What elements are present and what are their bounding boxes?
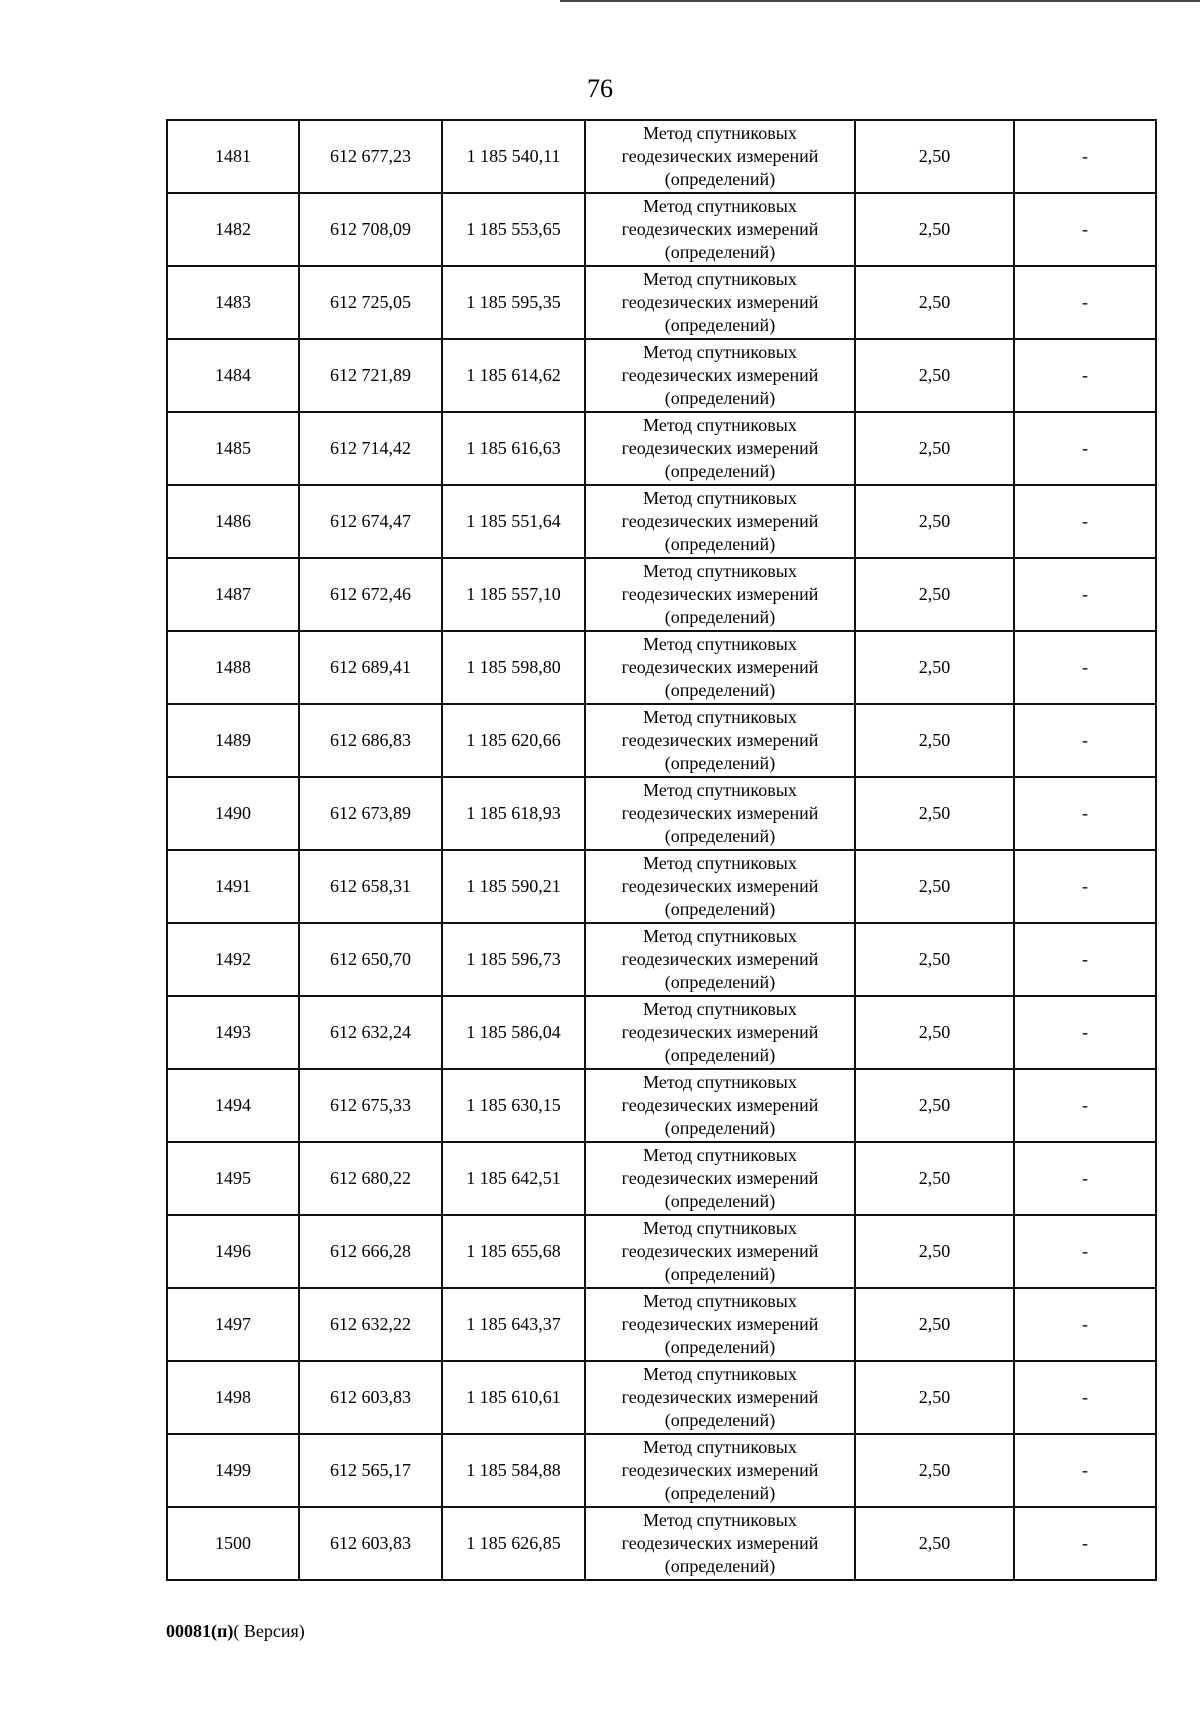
- x-coordinate-cell: 612 686,83: [299, 704, 442, 777]
- method-cell: Метод спутниковых геодезических измерений (определений): [585, 485, 855, 558]
- point-number-cell: 1489: [167, 704, 299, 777]
- table-row: [167, 1288, 1156, 1361]
- note-cell: -: [1014, 777, 1156, 850]
- note-cell: -: [1014, 1142, 1156, 1215]
- accuracy-cell: 2,50: [855, 777, 1014, 850]
- x-coordinate-cell: 612 677,23: [299, 120, 442, 193]
- y-coordinate-cell: 1 185 643,37: [442, 1288, 585, 1361]
- note-cell: -: [1014, 923, 1156, 996]
- accuracy-cell: 2,50: [855, 996, 1014, 1069]
- y-coordinate-cell: 1 185 596,73: [442, 923, 585, 996]
- x-coordinate-cell: 612 680,22: [299, 1142, 442, 1215]
- table-row: [167, 1434, 1156, 1507]
- table-row: [167, 1069, 1156, 1142]
- x-coordinate-cell: 612 658,31: [299, 850, 442, 923]
- table-row: [167, 339, 1156, 412]
- table-body: [167, 120, 1156, 1580]
- method-cell: Метод спутниковых геодезических измерений (определений): [585, 996, 855, 1069]
- note-cell: -: [1014, 996, 1156, 1069]
- method-cell: Метод спутниковых геодезических измерений (определений): [585, 1507, 855, 1580]
- y-coordinate-cell: 1 185 586,04: [442, 996, 585, 1069]
- point-number-cell: 1498: [167, 1361, 299, 1434]
- y-coordinate-cell: 1 185 610,61: [442, 1361, 585, 1434]
- y-coordinate-cell: 1 185 595,35: [442, 266, 585, 339]
- point-number-cell: 1493: [167, 996, 299, 1069]
- table-row: [167, 120, 1156, 193]
- x-coordinate-cell: 612 673,89: [299, 777, 442, 850]
- point-number-cell: 1483: [167, 266, 299, 339]
- table-row: [167, 777, 1156, 850]
- footer-version: [166, 1621, 305, 1642]
- version-label: ( Версия): [233, 1621, 305, 1641]
- accuracy-cell: 2,50: [855, 850, 1014, 923]
- accuracy-cell: 2,50: [855, 923, 1014, 996]
- method-cell: Метод спутниковых геодезических измерений (определений): [585, 1288, 855, 1361]
- accuracy-cell: 2,50: [855, 339, 1014, 412]
- table-row: [167, 412, 1156, 485]
- note-cell: -: [1014, 1434, 1156, 1507]
- table-row: [167, 1215, 1156, 1288]
- accuracy-cell: 2,50: [855, 1215, 1014, 1288]
- accuracy-cell: 2,50: [855, 631, 1014, 704]
- page-number: 76: [587, 74, 613, 103]
- method-cell: Метод спутниковых геодезических измерений (определений): [585, 1361, 855, 1434]
- x-coordinate-cell: 612 603,83: [299, 1507, 442, 1580]
- note-cell: -: [1014, 412, 1156, 485]
- note-cell: -: [1014, 631, 1156, 704]
- document-code: 00081(п): [166, 1621, 234, 1641]
- point-number-cell: 1482: [167, 193, 299, 266]
- table-row: [167, 1142, 1156, 1215]
- x-coordinate-cell: 612 603,83: [299, 1361, 442, 1434]
- table-row: [167, 1361, 1156, 1434]
- point-number-cell: 1484: [167, 339, 299, 412]
- table-row: [167, 485, 1156, 558]
- method-cell: Метод спутниковых геодезических измерений (определений): [585, 339, 855, 412]
- y-coordinate-cell: 1 185 557,10: [442, 558, 585, 631]
- point-number-cell: 1490: [167, 777, 299, 850]
- x-coordinate-cell: 612 672,46: [299, 558, 442, 631]
- accuracy-cell: 2,50: [855, 704, 1014, 777]
- x-coordinate-cell: 612 565,17: [299, 1434, 442, 1507]
- method-cell: Метод спутниковых геодезических измерений (определений): [585, 1142, 855, 1215]
- note-cell: -: [1014, 485, 1156, 558]
- method-cell: Метод спутниковых геодезических измерений (определений): [585, 120, 855, 193]
- note-cell: -: [1014, 193, 1156, 266]
- y-coordinate-cell: 1 185 551,64: [442, 485, 585, 558]
- y-coordinate-cell: 1 185 590,21: [442, 850, 585, 923]
- method-cell: Метод спутниковых геодезических измерений (определений): [585, 923, 855, 996]
- x-coordinate-cell: 612 708,09: [299, 193, 442, 266]
- y-coordinate-cell: 1 185 655,68: [442, 1215, 585, 1288]
- x-coordinate-cell: 612 725,05: [299, 266, 442, 339]
- x-coordinate-cell: 612 674,47: [299, 485, 442, 558]
- y-coordinate-cell: 1 185 598,80: [442, 631, 585, 704]
- y-coordinate-cell: 1 185 630,15: [442, 1069, 585, 1142]
- point-number-cell: 1486: [167, 485, 299, 558]
- point-number-cell: 1497: [167, 1288, 299, 1361]
- method-cell: Метод спутниковых геодезических измерений (определений): [585, 777, 855, 850]
- table-row: [167, 193, 1156, 266]
- accuracy-cell: 2,50: [855, 193, 1014, 266]
- x-coordinate-cell: 612 721,89: [299, 339, 442, 412]
- method-cell: Метод спутниковых геодезических измерений (определений): [585, 704, 855, 777]
- note-cell: -: [1014, 558, 1156, 631]
- point-number-cell: 1485: [167, 412, 299, 485]
- table-row: [167, 996, 1156, 1069]
- accuracy-cell: 2,50: [855, 1507, 1014, 1580]
- method-cell: Метод спутниковых геодезических измерений (определений): [585, 266, 855, 339]
- coordinates-table: [166, 119, 1157, 1581]
- note-cell: -: [1014, 339, 1156, 412]
- accuracy-cell: 2,50: [855, 1288, 1014, 1361]
- table-row: [167, 1507, 1156, 1580]
- method-cell: Метод спутниковых геодезических измерений (определений): [585, 631, 855, 704]
- method-cell: Метод спутниковых геодезических измерений (определений): [585, 558, 855, 631]
- note-cell: -: [1014, 1215, 1156, 1288]
- note-cell: -: [1014, 1507, 1156, 1580]
- note-cell: -: [1014, 1361, 1156, 1434]
- y-coordinate-cell: 1 185 618,93: [442, 777, 585, 850]
- x-coordinate-cell: 612 632,24: [299, 996, 442, 1069]
- note-cell: -: [1014, 704, 1156, 777]
- point-number-cell: 1494: [167, 1069, 299, 1142]
- method-cell: Метод спутниковых геодезических измерений (определений): [585, 193, 855, 266]
- x-coordinate-cell: 612 650,70: [299, 923, 442, 996]
- method-cell: Метод спутниковых геодезических измерений (определений): [585, 1215, 855, 1288]
- y-coordinate-cell: 1 185 614,62: [442, 339, 585, 412]
- method-cell: Метод спутниковых геодезических измерений (определений): [585, 412, 855, 485]
- x-coordinate-cell: 612 675,33: [299, 1069, 442, 1142]
- note-cell: -: [1014, 1069, 1156, 1142]
- top-edge-line: [560, 0, 1200, 2]
- y-coordinate-cell: 1 185 620,66: [442, 704, 585, 777]
- accuracy-cell: 2,50: [855, 120, 1014, 193]
- accuracy-cell: 2,50: [855, 412, 1014, 485]
- table-row: [167, 266, 1156, 339]
- y-coordinate-cell: 1 185 642,51: [442, 1142, 585, 1215]
- point-number-cell: 1487: [167, 558, 299, 631]
- y-coordinate-cell: 1 185 540,11: [442, 120, 585, 193]
- accuracy-cell: 2,50: [855, 266, 1014, 339]
- method-cell: Метод спутниковых геодезических измерений (определений): [585, 1434, 855, 1507]
- y-coordinate-cell: 1 185 626,85: [442, 1507, 585, 1580]
- point-number-cell: 1488: [167, 631, 299, 704]
- accuracy-cell: 2,50: [855, 558, 1014, 631]
- point-number-cell: 1500: [167, 1507, 299, 1580]
- note-cell: -: [1014, 850, 1156, 923]
- table-row: [167, 558, 1156, 631]
- x-coordinate-cell: 612 714,42: [299, 412, 442, 485]
- table-row: [167, 923, 1156, 996]
- point-number-cell: 1481: [167, 120, 299, 193]
- point-number-cell: 1495: [167, 1142, 299, 1215]
- accuracy-cell: 2,50: [855, 1434, 1014, 1507]
- accuracy-cell: 2,50: [855, 1361, 1014, 1434]
- accuracy-cell: 2,50: [855, 485, 1014, 558]
- method-cell: Метод спутниковых геодезических измерений (определений): [585, 1069, 855, 1142]
- accuracy-cell: 2,50: [855, 1142, 1014, 1215]
- point-number-cell: 1496: [167, 1215, 299, 1288]
- y-coordinate-cell: 1 185 584,88: [442, 1434, 585, 1507]
- table-row: [167, 631, 1156, 704]
- table-row: [167, 850, 1156, 923]
- note-cell: -: [1014, 1288, 1156, 1361]
- point-number-cell: 1491: [167, 850, 299, 923]
- x-coordinate-cell: 612 666,28: [299, 1215, 442, 1288]
- method-cell: Метод спутниковых геодезических измерений (определений): [585, 850, 855, 923]
- y-coordinate-cell: 1 185 553,65: [442, 193, 585, 266]
- accuracy-cell: 2,50: [855, 1069, 1014, 1142]
- note-cell: -: [1014, 266, 1156, 339]
- point-number-cell: 1492: [167, 923, 299, 996]
- table-row: [167, 704, 1156, 777]
- point-number-cell: 1499: [167, 1434, 299, 1507]
- x-coordinate-cell: 612 632,22: [299, 1288, 442, 1361]
- note-cell: -: [1014, 120, 1156, 193]
- x-coordinate-cell: 612 689,41: [299, 631, 442, 704]
- y-coordinate-cell: 1 185 616,63: [442, 412, 585, 485]
